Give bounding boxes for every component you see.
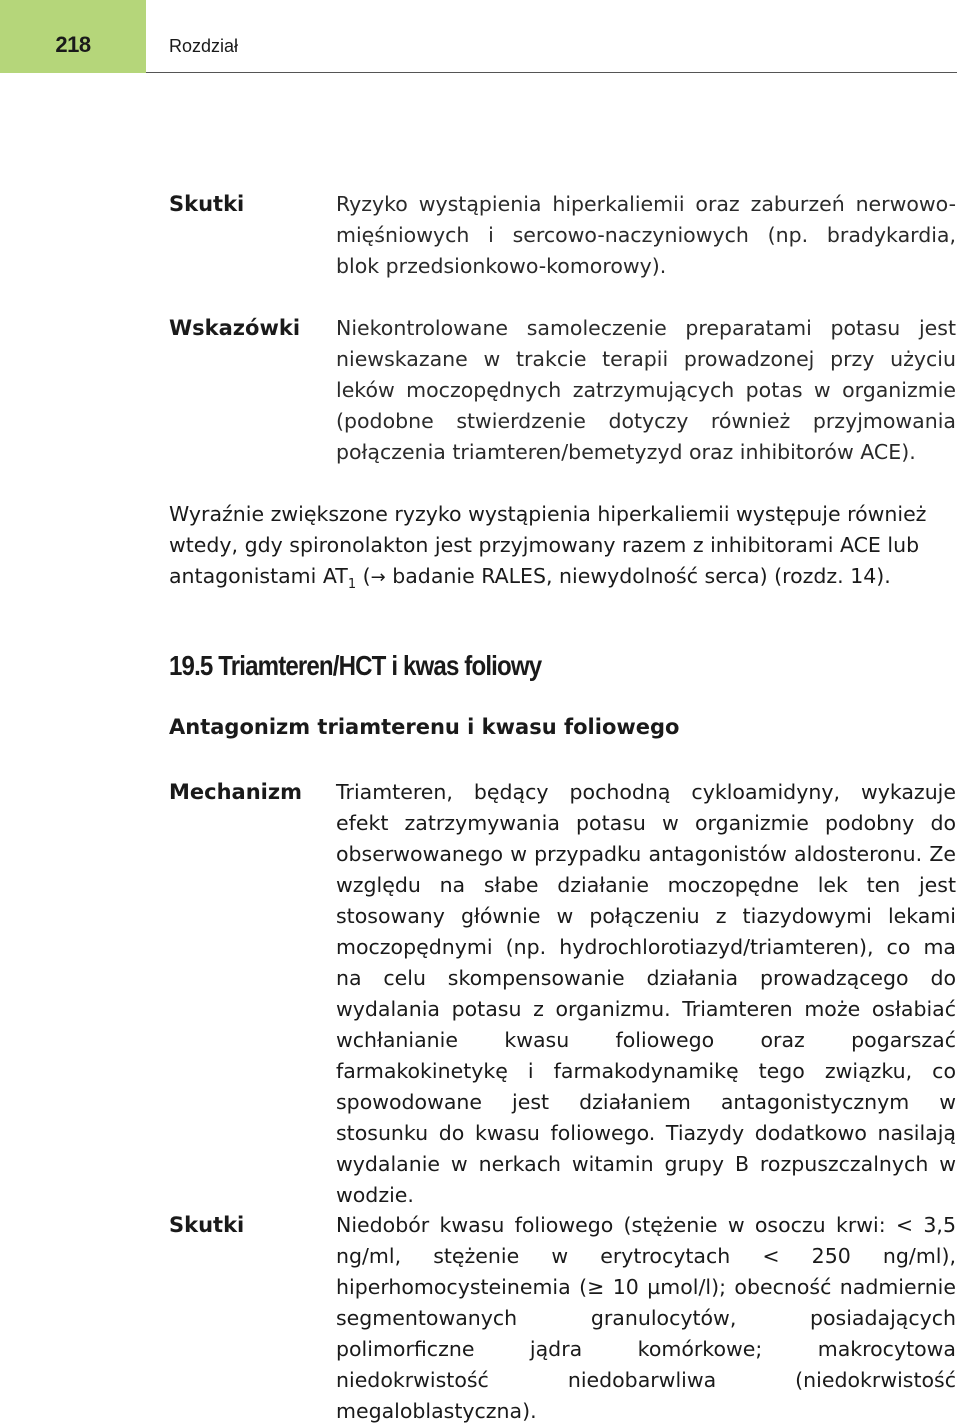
wskazowki-text: Niekontrolowane samoleczenie preparatami potasu jest niewskazane w trakcie terapii prowadzonej przy użyciu leków moczopędnych zatrzymujących potas w organizmie (podobne stwierdzenie dotyczy również przyjmowania połączenia triamteren/bemetyzyd oraz inhibitorów ACE). xyxy=(336,316,956,464)
term-skutki-1: Skutki xyxy=(169,192,245,216)
term-skutki-2: Skutki xyxy=(169,1213,245,1237)
mechanizm-text: Triamteren, będący pochodną cykloamidyny, wykazuje efekt zatrzymywania potasu w organizmie podobny do obserwowanego w przypadku antagonistów aldosteronu. Ze względu na słabe działanie moczopędne lek ten jest stosowany głównie w połączeniu z tiazydowymi lekami moczopędnymi (np. hydrochlorotiazyd/triamteren), co ma na celu skompensowanie działania prowadzącego do wydalania potasu z organizmu. Triamteren może osłabiać wchłanianie kwasu foliowego oraz pogarszać farmakokinetykę i farmakodynamikę tego związku, co spowodowane jest działaniem antagonistycznym w stosunku do kwasu foliowego. Tiazydy dodatkowo nasilają wydalanie w nerkach witamin grupy B rozpuszczalnych w wodzie. xyxy=(336,780,956,1207)
term-wskazowki: Wskazówki xyxy=(169,316,301,340)
section-subheading: Antagonizm triamterenu i kwasu foliowego xyxy=(169,715,680,739)
cross-reference-arrow-icon: → xyxy=(370,567,386,588)
paragraph-text-after: badanie RALES, niewydolność serca) (rozdz. 14). xyxy=(385,564,891,588)
at1-subscript: 1 xyxy=(347,577,357,593)
chapter-label: Rozdział xyxy=(169,36,239,56)
page-number: 218 xyxy=(55,32,91,57)
paragraph-open-paren: ( xyxy=(356,564,371,588)
skutki-1-text: Ryzyko wystąpienia hiperkaliemii oraz zaburzeń nerwowo-mięśniowych i sercowo-naczyniowych (np. bradykardia, blok przedsionkowo-komorowy). xyxy=(336,192,956,278)
header-divider xyxy=(146,72,957,73)
paragraph-text-before: Wyraźnie zwiększone ryzyko wystąpienia hiperkaliemii występuje również wtedy, gdy spironolakton jest przyjmowany razem z inhibitorami ACE lub antagonistami AT xyxy=(169,502,927,588)
skutki-2-text: Niedobór kwasu foliowego (stężenie w osoczu krwi: < 3,5 ng/ml, stężenie w erytrocytach < 250 ng/ml), hiperhomocysteinemia (≥ 10 µmol/l); obecność nadmiernie segmentowanych granulocytów, posiadających polimorficzne jądra komórkowe; makrocytowa niedokrwistość niedobarwliwa (niedokrwistość megaloblastyczna). xyxy=(336,1213,956,1423)
hyperkalemia-paragraph xyxy=(169,499,956,600)
section-heading: 19.5 Triamteren/HCT i kwas foliowy xyxy=(169,650,542,681)
term-mechanizm: Mechanizm xyxy=(169,780,302,804)
